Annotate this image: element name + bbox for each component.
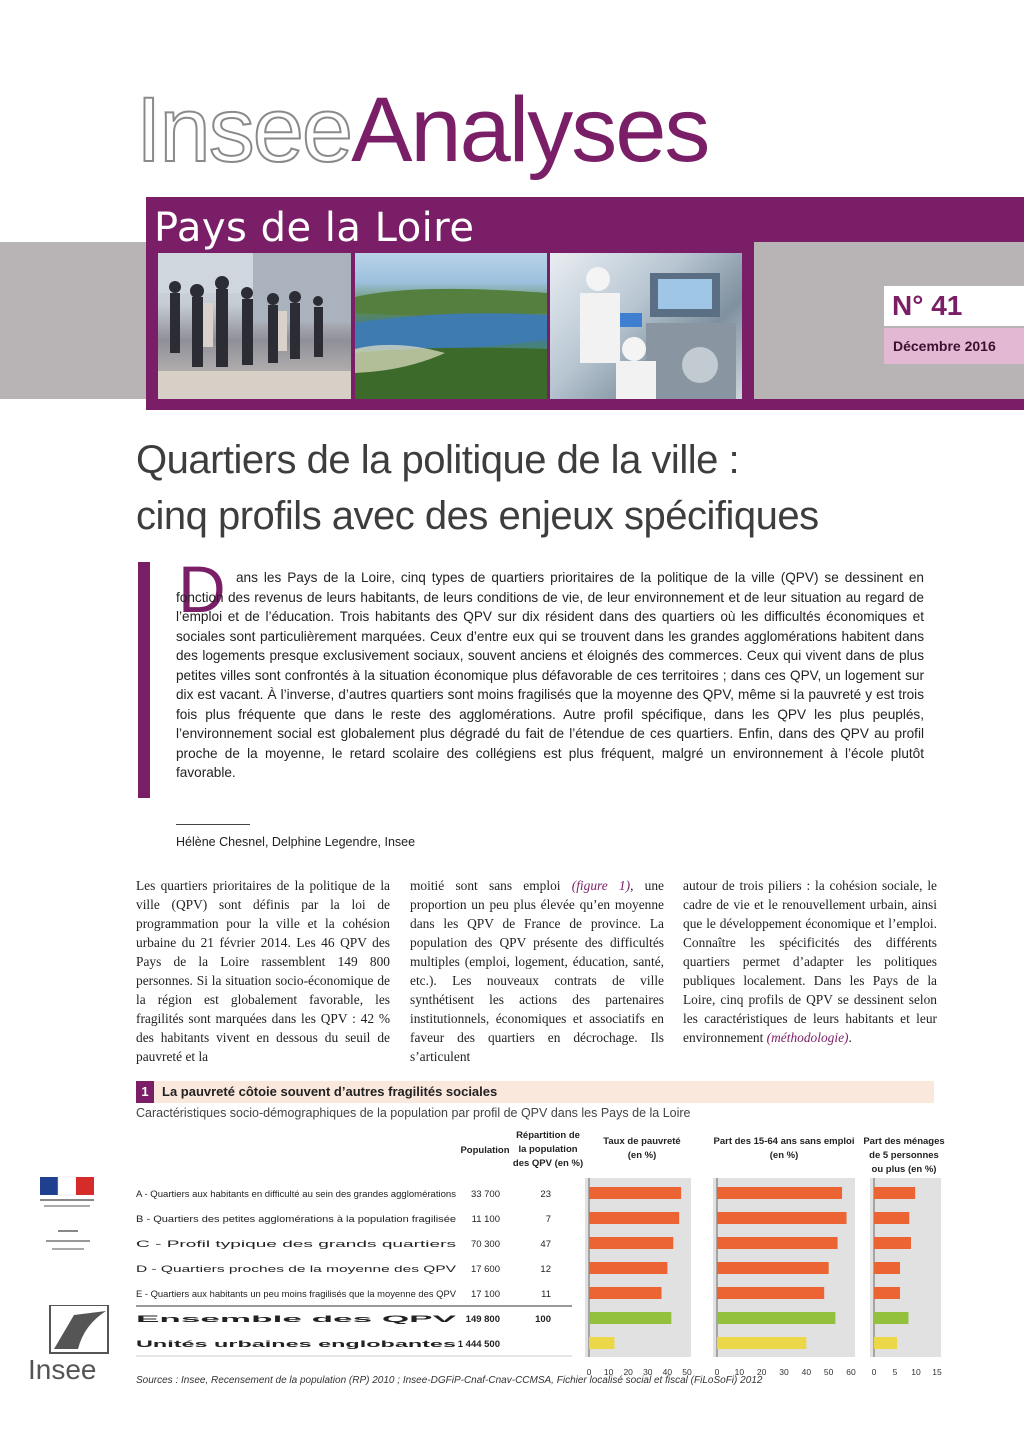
body-column-2-text-a: moitié sont sans emploi [410,878,572,893]
population-value: 17 600 [470,1264,500,1275]
bar-no_job [717,1237,838,1249]
body-column-1: Les quartiers prioritaires de la politique de la ville (QPV) sont définis par la loi de programmation pour la ville et la cohésion urbaine du 21 février 2014. Les 46 QPV des Pays de la Loire rassemblent 149 800 personnes. Si la situation socio-économique de la région est globalement favorable, les fragilités sont marquées dans les QPV : 42 % des habitants vivent en dessous du seuil de pauvreté et la [136,878,390,1064]
figure-title: La pauvreté côtoie souvent d’autres fragilités sociales [162,1084,498,1099]
population-value: 1 444 500 [457,1339,500,1350]
brand-analyses: Analyses [351,79,709,181]
row-label: Ensemble des QPV [136,1314,459,1325]
x-tick-label: 5 [892,1367,898,1375]
bar-poverty [589,1262,667,1274]
bar-large_households [874,1187,915,1199]
bar-no_job [717,1312,835,1324]
brand-wordmark [136,79,709,181]
x-tick-label: 60 [846,1367,856,1375]
row-label: D - Quartiers proches de la moyenne des QPV [136,1264,458,1275]
x-tick-label: 50 [823,1367,834,1375]
x-tick-label: 10 [603,1367,614,1375]
bar-poverty [589,1212,679,1224]
ministere-logo [38,1228,98,1258]
photo-crowd [158,253,351,399]
insee-logo-wordmark: Insee [28,1354,97,1385]
body-column-2-text-b: , une proportion un peu plus élevée qu’en moyenne dans les QPV de France de province. La population des QPV présente des difficultés multiples (emploi, logement, éducation, santé, etc.). Les nouveaux contrats de ville synthétisent les actions des partenaires institutionnels, économiques et associatifs en faveur des quartiers en décrochage. Ils s’articulent [410,878,664,1064]
x-tick-label: 0 [714,1367,720,1375]
article-title-line2: cinq profils avec des enjeux spécifiques [136,494,819,538]
republique-francaise-logo [38,1175,98,1211]
region-name: Pays de la Loire [154,205,475,251]
figure-subtitle: Caractéristiques socio-démographiques de la population par profil de QPV dans les Pays de la Loire [136,1106,691,1120]
column-header: Répartition de [516,1130,580,1141]
bar-large_households [874,1312,908,1324]
row-label: C - Profil typique des grands quartiers [136,1239,457,1250]
article-title [136,432,996,544]
column-header: des QPV (en %) [512,1158,584,1169]
share-value: 12 [540,1264,551,1275]
column-header: Population [460,1145,510,1156]
column-header: Part des ménages [863,1136,945,1147]
figure-number: 1 [136,1081,154,1103]
share-value: 7 [545,1214,551,1225]
x-tick-label: 0 [586,1367,592,1375]
photo-laboratory [550,253,742,399]
bar-poverty [589,1312,671,1324]
share-value: 100 [535,1314,551,1325]
column-header: Part des 15-64 ans sans emploi [713,1136,855,1147]
x-tick-label: 30 [643,1367,653,1375]
bar-no_job [717,1262,829,1274]
lead-paragraph: ans les Pays de la Loire, cinq types de quartiers prioritaires de la politique de la ville (QPV) se dessinent en fonction des revenus de leurs habitants, de leurs conditions de vie, de leur environnement et de leur situation au regard de l’emploi et de l’éducation. Trois habitants des QPV sur dix résident dans des quartiers où les difficultés économiques et sociales sont particulièrement marquées. Ceux d’entre eux qui se trouvent dans les grandes agglomérations habitent dans des logements presque exclusivement sociaux, souvent anciens et éloignés des commerces. Ceux qui vivent dans de plus petites villes sont confrontés à la situation économique plus défavorable de ces territoires ; dans ces QPV, un logement sur dix est vacant. À l’inverse, d’autres quartiers sont moins fragilisés que la moyenne des QPV, même si la pauvreté y est trois fois plus fréquente que dans le reste des agglomérations. Autre profil spécifique, dans les QPV les plus peuplés, l’environnement social est globalement plus dégradé du fait de l’étendue de ces quartiers. Enfin, dans des QPV au profil proche de la moyenne, le retard scolaire des collégiens est plus fréquent, malgré un environnement à l’école plutôt favorable. [176,570,924,780]
population-value: 17 100 [470,1289,500,1300]
body-column-3 [683,876,937,1047]
issue-number: N° 41 [892,290,963,321]
body-column-3-text-b: . [848,1030,852,1045]
x-tick-label: 40 [801,1367,812,1375]
population-value: 149 800 [465,1314,500,1325]
bar-no_job [717,1187,842,1199]
x-tick-label: 30 [779,1367,789,1375]
bar-poverty [589,1237,673,1249]
bar-poverty [589,1187,681,1199]
share-value: 11 [541,1289,551,1300]
figure-source: Sources : Insee, Recensement de la population (RP) 2010 ; Insee-DGFiP-Cnaf-Cnav-CCMSA, Fichier localisé social et fiscal (FiLoSoFi) 2012 [136,1375,763,1386]
figure-1-link[interactable]: (figure 1) [571,878,631,893]
figure-chart [0,1120,1024,1375]
x-tick-label: 10 [734,1367,745,1375]
share-value: 23 [540,1189,551,1200]
bar-poverty [589,1287,662,1299]
x-tick-label: 0 [871,1367,877,1375]
x-tick-label: 10 [911,1367,921,1375]
authors: Hélène Chesnel, Delphine Legendre, Insee [176,835,416,849]
photo-river-landscape [355,253,547,399]
column-header: la population [518,1144,578,1155]
authors-rule [176,824,250,825]
bar-no_job [717,1337,806,1349]
share-value: 47 [540,1239,551,1250]
bar-large_households [874,1262,900,1274]
column-header: (en %) [769,1150,799,1161]
lead-accent-bar [138,562,150,798]
column-header: de 5 personnes [869,1150,939,1161]
bar-poverty [589,1337,614,1349]
bar-large_households [874,1337,897,1349]
column-header: Taux de pauvreté [603,1136,681,1147]
methodology-link[interactable]: (méthodologie) [766,1030,849,1045]
row-label: E - Quartiers aux habitants un peu moins fragilisés que la moyenne des QPV [136,1289,457,1300]
body-column-3-text-a: autour de trois piliers : la cohésion sociale, le cadre de vie et le renouvellement urbain, ainsi que le développement économique et l’emploi. Connaître les spécificités des différents quartiers permet d’adapter les politiques publiques localement. Dans les Pays de la Loire, cinq profils de QPV se dessinent selon les caractéristiques de leurs habitants et leur environnement [683,878,937,1045]
row-label: A - Quartiers aux habitants en difficulté au sein des grandes agglomérations [136,1189,457,1200]
lead-dropcap: D [178,552,226,626]
bar-large_households [874,1237,911,1249]
population-value: 33 700 [470,1189,500,1200]
x-tick-label: 50 [682,1367,692,1375]
x-tick-label: 15 [932,1367,942,1375]
article-title-line1: Quartiers de la politique de la ville : [136,438,740,482]
bar-large_households [874,1212,909,1224]
column-header: ou plus (en %) [871,1164,937,1175]
bar-no_job [717,1287,824,1299]
row-label: B - Quartiers des petites agglomérations à la population fragilisée [136,1214,456,1225]
population-value: 11 100 [471,1214,500,1225]
bar-large_households [874,1287,900,1299]
bar-no_job [717,1212,847,1224]
brand-insee: Insee [136,79,352,181]
issue-date: Décembre 2016 [893,338,996,354]
population-value: 70 300 [470,1239,500,1250]
x-tick-label: 40 [662,1367,673,1375]
row-label: Unités urbaines englobantes [136,1339,456,1350]
column-header: (en %) [627,1150,657,1161]
x-tick-label: 20 [756,1367,767,1375]
body-column-2 [410,876,664,1066]
x-tick-label: 20 [623,1367,633,1375]
